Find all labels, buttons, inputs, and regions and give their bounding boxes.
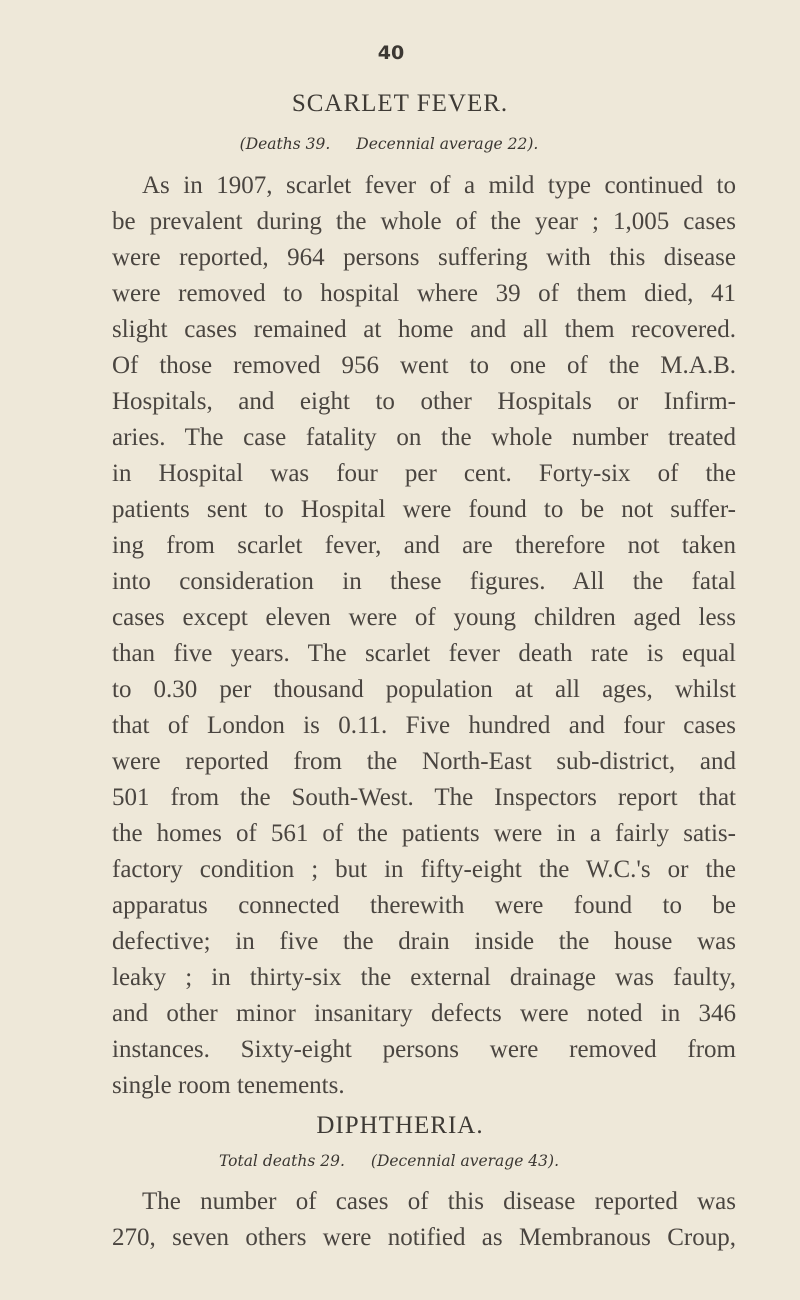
scarlet-paragraph-line: the homes of 561 of the patients were in a fairly satis- — [112, 820, 736, 847]
scarlet-paragraph-line: defective; in five the drain inside the house was — [112, 928, 736, 955]
scarlet-paragraph-line: into consideration in these figures. All the fatal — [112, 568, 736, 595]
scarlet-paragraph-line: single room tenements. — [112, 1072, 345, 1099]
scarlet-paragraph-line: As in 1907, scarlet fever of a mild type continued to — [142, 172, 736, 199]
scarlet-paragraph-line: cases except eleven were of young children aged less — [112, 604, 736, 631]
scarlet-paragraph-line: were reported, 964 persons suffering with this disease — [112, 244, 736, 271]
diphtheria-paragraph-line: The number of cases of this disease reported was — [142, 1188, 736, 1215]
scarlet-paragraph-line: slight cases remained at home and all them recovered. — [112, 316, 736, 343]
scarlet-fever-subheading — [0, 135, 778, 153]
scarlet-average-note: Decennial average 22). — [356, 135, 539, 153]
scarlet-paragraph-line: apparatus connected therewith were found to be — [112, 892, 736, 919]
scarlet-paragraph-line: be prevalent during the whole of the year ; 1,005 cases — [112, 208, 736, 235]
scarlet-paragraph-line: patients sent to Hospital were found to be not suffer- — [112, 496, 736, 523]
scarlet-deaths-note: (Deaths 39. — [239, 135, 331, 153]
diphtheria-paragraph-line: 270, seven others were notified as Membranous Croup, — [112, 1224, 736, 1251]
diphtheria-average-note: (Decennial average 43). — [370, 1152, 559, 1170]
page-number: 40 — [377, 42, 405, 64]
scarlet-paragraph-line: were reported from the North-East sub-district, and — [112, 748, 736, 775]
scarlet-paragraph-line: ing from scarlet fever, and are therefore not taken — [112, 532, 736, 559]
scarlet-paragraph-line: Of those removed 956 went to one of the M.A.B. — [112, 352, 736, 379]
scarlet-paragraph-line: aries. The case fatality on the whole number treated — [112, 424, 736, 451]
scarlet-paragraph-line: to 0.30 per thousand population at all ages, whilst — [112, 676, 736, 703]
scarlet-paragraph-line: Hospitals, and eight to other Hospitals or Infirm- — [112, 388, 736, 415]
scarlet-paragraph-line: than five years. The scarlet fever death rate is equal — [112, 640, 736, 667]
scarlet-paragraph-line: instances. Sixty-eight persons were removed from — [112, 1036, 736, 1063]
scarlet-paragraph-line: factory condition ; but in fifty-eight the W.C.'s or the — [112, 856, 736, 883]
scarlet-paragraph-line: that of London is 0.11. Five hundred and four cases — [112, 712, 736, 739]
diphtheria-deaths-note: Total deaths 29. — [219, 1152, 345, 1170]
diphtheria-heading: DIPHTHERIA. — [316, 1112, 484, 1139]
scarlet-fever-heading: SCARLET FEVER. — [291, 90, 509, 117]
scarlet-paragraph-line: were removed to hospital where 39 of them died, 41 — [112, 280, 736, 307]
scarlet-paragraph-line: and other minor insanitary defects were noted in 346 — [112, 1000, 736, 1027]
scarlet-paragraph-line: in Hospital was four per cent. Forty-six of the — [112, 460, 736, 487]
scarlet-paragraph-line: leaky ; in thirty-six the external drainage was faulty, — [112, 964, 736, 991]
scarlet-paragraph-line: 501 from the South-West. The Inspectors report that — [112, 784, 736, 811]
diphtheria-subheading — [0, 1152, 778, 1170]
